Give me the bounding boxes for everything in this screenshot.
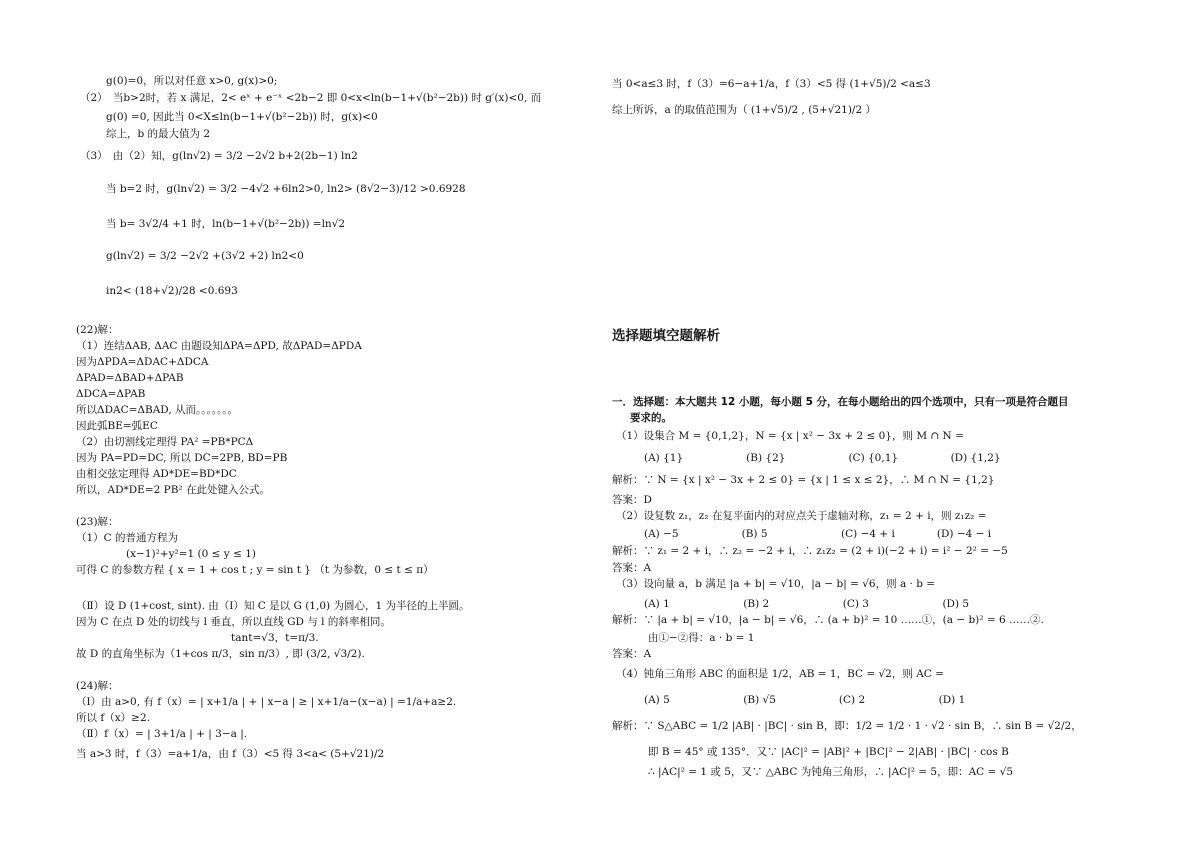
left-text-line: (23)解：	[76, 516, 119, 528]
right-text-line: ∴ |AC|² = 1 或 5，又∵ △ABC 为钝角三角形，∴ |AC|² = 5，即：AC = √5	[648, 766, 1014, 778]
right-text-line: （2）设复数 z₁，z₂ 在复平面内的对应点关于虚轴对称，z₁ = 2 + i，则 z₁z₂ =	[616, 510, 987, 522]
right-text-line: (A) 5 (B) √5 (C) 2 (D) 1	[644, 694, 966, 706]
right-text-line: （1）设集合 M = {0,1,2}，N = {x | x² − 3x + 2 ≤ 0}，则 M ∩ N =	[616, 430, 964, 442]
left-text-line: (22)解：	[76, 324, 119, 336]
left-text-line: 当 a>3 时，f（3）=a+1/a，由 f（3）<5 得 3<a< (5+√21)/2	[76, 748, 385, 760]
left-text-line: 所以，AD*DE=2 PB² 在此处键入公式。	[76, 484, 270, 496]
left-text-line: 当 b= 3√2/4 +1 时，ln(b−1+√(b²−2b)) =ln√2	[106, 218, 346, 230]
right-text-line: 一．选择题：本大题共 12 小题，每小题 5 分，在每小题给出的四个选项中，只有一项是符合题目	[612, 396, 1069, 408]
left-text-line: tant=√3，t=π/3.	[231, 632, 319, 644]
left-text-line: 由相交弦定理得 AD*DE=BD*DC	[76, 468, 237, 480]
left-text-line: （2）由切割线定理得 PA² =PB*PCΔ	[76, 436, 254, 448]
right-text-line: 选择题填空题解析	[612, 328, 720, 344]
right-text-line: 要求的。	[630, 412, 672, 424]
left-text-line: 因为ΔPDA=ΔDAC+ΔDCA	[76, 356, 209, 368]
right-text-line: (A) {1} (B) {2} (C) {0,1} (D) {1,2}	[644, 452, 1001, 464]
left-text-line: （Ⅱ）设 D (1+cost, sint). 由（Ⅰ）知 C 是以 G (1,0) 为圆心，1 为半径的上半圆。	[76, 600, 470, 612]
right-text-line: 答案：A	[612, 648, 652, 660]
right-text-line: 当 0<a≤3 时，f（3）=6−a+1/a，f（3）<5 得 (1+√5)/2 <a≤3	[612, 78, 931, 90]
right-text-line: 答案：A	[612, 562, 652, 574]
left-text-line: (24)解：	[76, 680, 119, 692]
right-text-line: 解析：∵ |a + b| = √10，|a − b| = √6，∴ (a + b)² = 10 ……①，(a − b)² = 6 ……②.	[612, 614, 1044, 626]
left-text-line: （3） 由（2）知，g(ln√2) = 3/2 −2√2 b+2(2b−1) ln2	[80, 150, 358, 162]
left-text-line: （2） 当b>2时，若 x 满足，2< eˣ + e⁻ˣ <2b−2 即 0<x<ln(b−1+√(b²−2b)) 时 g′(x)<0, 而	[80, 92, 542, 104]
right-text-line: 即 B = 45° 或 135°．又∵ |AC|² = |AB|² + |BC|² − 2|AB| · |BC| · cos B	[648, 746, 1009, 758]
left-text-line: （Ⅰ）由 a>0, 有 f（x）= | x+1/a | + | x−a | ≥ | x+1/a−(x−a) | =1/a+a≥2.	[76, 696, 457, 708]
left-text-line: ΔPAD=ΔBAD+ΔPAB	[76, 372, 184, 384]
right-text-line: 解析：∵ S△ABC = 1/2 |AB| · |BC| · sin B，即：1/2 = 1/2 · 1 · √2 · sin B，∴ sin B = √2/2，	[612, 720, 1082, 732]
left-text-line: ΔDCA=ΔPAB	[76, 388, 146, 400]
right-text-line: （3）设向量 a，b 满足 |a + b| = √10，|a − b| = √6，则 a · b =	[616, 578, 936, 590]
right-text-line: 答案：D	[612, 494, 652, 506]
left-text-line: 因此弧BE=弧EC	[76, 420, 158, 432]
right-text-line: 由①−②得：a · b = 1	[648, 632, 755, 644]
right-text-line: (A) −5 (B) 5 (C) −4 + i (D) −4 − i	[644, 528, 992, 540]
right-text-line: 解析：∵ N = {x | x² − 3x + 2 ≤ 0} = {x | 1 ≤ x ≤ 2}，∴ M ∩ N = {1,2}	[612, 474, 995, 486]
left-text-line: （Ⅱ）f（x）= | 3+1/a | + | 3−a |.	[76, 728, 248, 740]
right-text-line: 综上所诉，a 的取值范围为（ (1+√5)/2 , (5+√21)/2 ）	[612, 104, 876, 116]
left-text-line: 可得 C 的参数方程 { x = 1 + cos t ; y = sin t } （t 为参数，0 ≤ t ≤ π）	[76, 564, 434, 576]
left-text-line: g(0) =0, 因此当 0<X≤ln(b−1+√(b²−2b)) 时，g(x)<0	[106, 111, 378, 123]
left-text-line: g(ln√2) = 3/2 −2√2 +(3√2 +2) ln2<0	[106, 250, 304, 262]
left-text-line: 综上，b 的最大值为 2	[106, 128, 211, 140]
left-text-line: （1）C 的普通方程为	[76, 532, 179, 544]
right-text-line: （4）钝角三角形 ABC 的面积是 1/2，AB = 1，BC = √2，则 AC =	[616, 668, 944, 680]
right-text-line: (A) 1 (B) 2 (C) 3 (D) 5	[644, 598, 970, 610]
left-text-line: （1）连结ΔAB, ΔAC 由题设知ΔPA=ΔPD, 故ΔPAD=ΔPDA	[76, 340, 362, 352]
left-text-line: 因为 PA=PD=DC, 所以 DC=2PB, BD=PB	[76, 452, 288, 464]
left-text-line: 所以ΔDAC=ΔBAD, 从而。。。。。。。	[76, 404, 239, 416]
left-text-line: in2< (18+√2)/28 <0.693	[106, 285, 238, 297]
left-text-line: 所以 f（x）≥2.	[76, 712, 150, 724]
left-text-line: 当 b=2 时，g(ln√2) = 3/2 −4√2 +6ln2>0, ln2> (8√2−3)/12 >0.6928	[106, 183, 466, 195]
left-text-line: 故 D 的直角坐标为（1+cos π/3，sin π/3）, 即 (3/2, √3/2).	[76, 648, 365, 660]
left-text-line: (x−1)²+y²=1 (0 ≤ y ≤ 1)	[126, 548, 256, 560]
right-text-line: 解析：∵ z₁ = 2 + i，∴ z₂ = −2 + i，∴ z₁z₂ = (2 + i)(−2 + i) = i² − 2² = −5	[612, 545, 1008, 557]
left-text-line: g(0)=0，所以对任意 x>0, g(x)>0;	[106, 75, 278, 87]
left-text-line: 因为 C 在点 D 处的切线与 l 垂直，所以直线 GD 与 l 的斜率相同。	[76, 616, 391, 628]
